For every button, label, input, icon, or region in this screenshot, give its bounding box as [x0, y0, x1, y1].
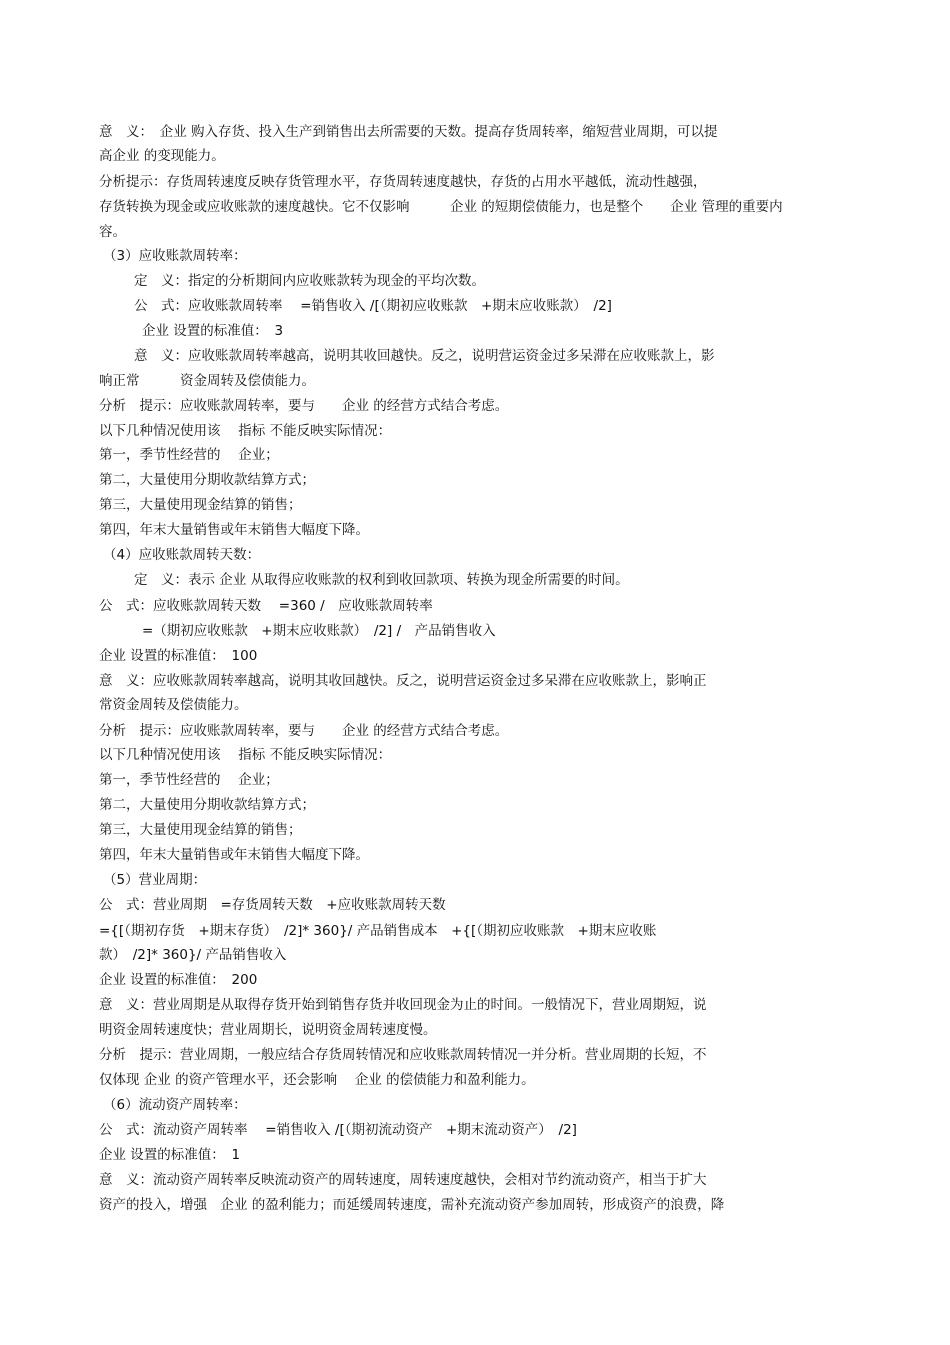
text-line: 意 义：营业周期是从取得存货开始到销售存货并收回现金为止的时间。一般情况下，营业周期短，说	[99, 997, 707, 1013]
formula-line: 公 式：应收账款周转天数 =360 / 应收账款周转率	[99, 598, 433, 614]
section-heading: （4）应收账款周转天数：	[103, 547, 261, 563]
section-heading: （5）营业周期：	[103, 872, 207, 888]
text-line: 分析 提示：应收账款周转率，要与 企业 的经营方式结合考虑。	[99, 723, 509, 739]
formula-line: 公 式：营业周期 =存货周转天数 +应收账款周转天数	[99, 897, 446, 913]
text-line: 资产的投入，增强 企业 的盈利能力；而延缓周转速度，需补充流动资产参加周转，形成资产的浪费，降	[99, 1197, 725, 1213]
formula-line: 公 式：流动资产周转率 =销售收入 /[（期初流动资产 +期末流动资产） /2]	[99, 1122, 577, 1138]
text-line: 企业 设置的标准值： 200	[99, 972, 258, 988]
text-line: 仅体现 企业 的资产管理水平，还会影响 企业 的偿债能力和盈利能力。	[99, 1072, 535, 1088]
text-line: 以下几种情况使用该 指标 不能反映实际情况：	[99, 423, 392, 439]
list-item: 第三，大量使用现金结算的销售；	[99, 497, 302, 513]
text-line: 企业 设置的标准值： 3	[142, 323, 284, 339]
formula-line: 公 式：应收账款周转率 =销售收入 /[（期初应收账款 +期末应收账款） /2]	[134, 298, 612, 314]
text-line: 定 义：指定的分析期间内应收账款转为现金的平均次数。	[134, 273, 485, 289]
text-line: 存货转换为现金或应收账款的速度越快。它不仅影响 企业 的短期偿债能力，也是整个 企业 管理的重要内	[99, 199, 783, 215]
text-line: 意 义：流动资产周转率反映流动资产的周转速度，周转速度越快，会相对节约流动资产，相当于扩大	[99, 1172, 707, 1188]
formula-line: ={[（期初存货 +期末存货） /2]* 360}/ 产品销售成本 +{[（期初应收账款 +期末应收账	[99, 923, 657, 939]
text-line: 明资金周转速度快；营业周期长，说明资金周转速度慢。	[99, 1022, 437, 1038]
text-line: 容。	[99, 224, 126, 240]
section-heading: （6）流动资产周转率：	[103, 1097, 247, 1113]
list-item: 第三，大量使用现金结算的销售；	[99, 822, 302, 838]
text-line: 企业 设置的标准值： 1	[99, 1147, 241, 1163]
formula-line: =（期初应收账款 +期末应收账款） /2] / 产品销售收入	[142, 623, 496, 639]
text-line: 意 义：应收账款周转率越高，说明其收回越快。反之，说明营运资金过多呆滞在应收账款上，影响正	[99, 673, 707, 689]
text-line: 意 义： 企业 购入存货、投入生产到销售出去所需要的天数。提高存货周转率，缩短营业周期，可以提	[99, 124, 718, 140]
text-line: 常资金周转及偿债能力。	[99, 697, 248, 713]
text-line: 高企业 的变现能力。	[99, 148, 225, 164]
section-heading: （3）应收账款周转率：	[103, 248, 247, 264]
list-item: 第四，年末大量销售或年末销售大幅度下降。	[99, 522, 369, 538]
list-item: 第二，大量使用分期收款结算方式；	[99, 472, 315, 488]
list-item: 第四，年末大量销售或年末销售大幅度下降。	[99, 847, 369, 863]
text-line: 定 义：表示 企业 从取得应收账款的权利到收回款项、转换为现金所需要的时间。	[134, 572, 629, 588]
text-line: 分析 提示：营业周期，一般应结合存货周转情况和应收账款周转情况一并分析。营业周期的长短，不	[99, 1047, 707, 1063]
list-item: 第一，季节性经营的 企业；	[99, 772, 279, 788]
text-line: 响正常 资金周转及偿债能力。	[99, 373, 315, 389]
text-line: 企业 设置的标准值： 100	[99, 648, 258, 664]
list-item: 第二，大量使用分期收款结算方式；	[99, 797, 315, 813]
formula-line: 款） /2]* 360}/ 产品销售收入	[99, 947, 287, 963]
text-line: 分析提示：存货周转速度反映存货管理水平，存货周转速度越快，存货的占用水平越低，流动性越强，	[99, 174, 707, 190]
text-line: 分析 提示：应收账款周转率，要与 企业 的经营方式结合考虑。	[99, 398, 509, 414]
text-line: 意 义：应收账款周转率越高，说明其收回越快。反之，说明营运资金过多呆滞在应收账款上，影	[134, 348, 715, 364]
text-line: 以下几种情况使用该 指标 不能反映实际情况：	[99, 747, 392, 763]
list-item: 第一，季节性经营的 企业；	[99, 447, 279, 463]
